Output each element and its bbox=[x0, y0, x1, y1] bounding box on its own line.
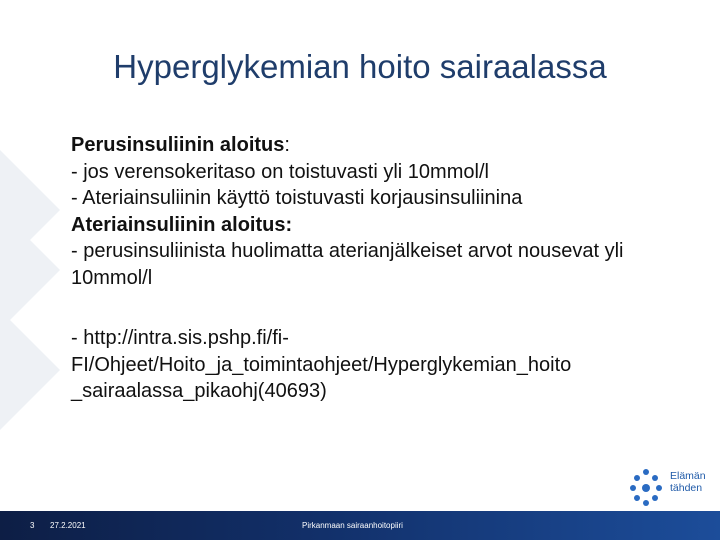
background-cross-shape bbox=[0, 150, 60, 450]
slide-title: Hyperglykemian hoito sairaalassa bbox=[113, 48, 607, 85]
slide-body bbox=[71, 132, 691, 405]
link-line-1: - http://intra.sis.pshp.fi/fi- bbox=[71, 327, 289, 349]
page-number: 3 bbox=[30, 521, 35, 530]
body-line: - perusinsuliinista huolimatta aterianjälkeiset arvot nousevat yli 10mmol/l bbox=[71, 240, 624, 289]
spacer bbox=[71, 291, 691, 325]
body-line: - Ateriainsuliinin käyttö toistuvasti korjausinsuliinina bbox=[71, 187, 523, 209]
logo-line-1: Elämän bbox=[670, 470, 706, 482]
heading-basal-insulin bbox=[71, 132, 691, 159]
heading-basal-insulin-text: Perusinsuliinin aloitus bbox=[71, 134, 285, 156]
link-line-3: _sairaalassa_pikaohj(40693) bbox=[71, 380, 327, 402]
intranet-link[interactable] bbox=[71, 325, 691, 405]
logo-text bbox=[670, 470, 706, 494]
footer-date: 27.2.2021 bbox=[50, 521, 86, 530]
heading-meal-insulin: Ateriainsuliinin aloitus: bbox=[71, 213, 293, 236]
footer-bar bbox=[0, 511, 720, 540]
footer-organization: Pirkanmaan sairaanhoitopiiri bbox=[302, 521, 403, 530]
body-line: - jos verensokeritaso on toistuvasti yli 10mmol/l bbox=[71, 160, 489, 183]
heading-colon: : bbox=[284, 134, 290, 156]
logo-line-2: tähden bbox=[670, 482, 703, 494]
link-line-2: FI/Ohjeet/Hoito_ja_toimintaohjeet/Hyperglykemian_hoito bbox=[71, 353, 572, 376]
